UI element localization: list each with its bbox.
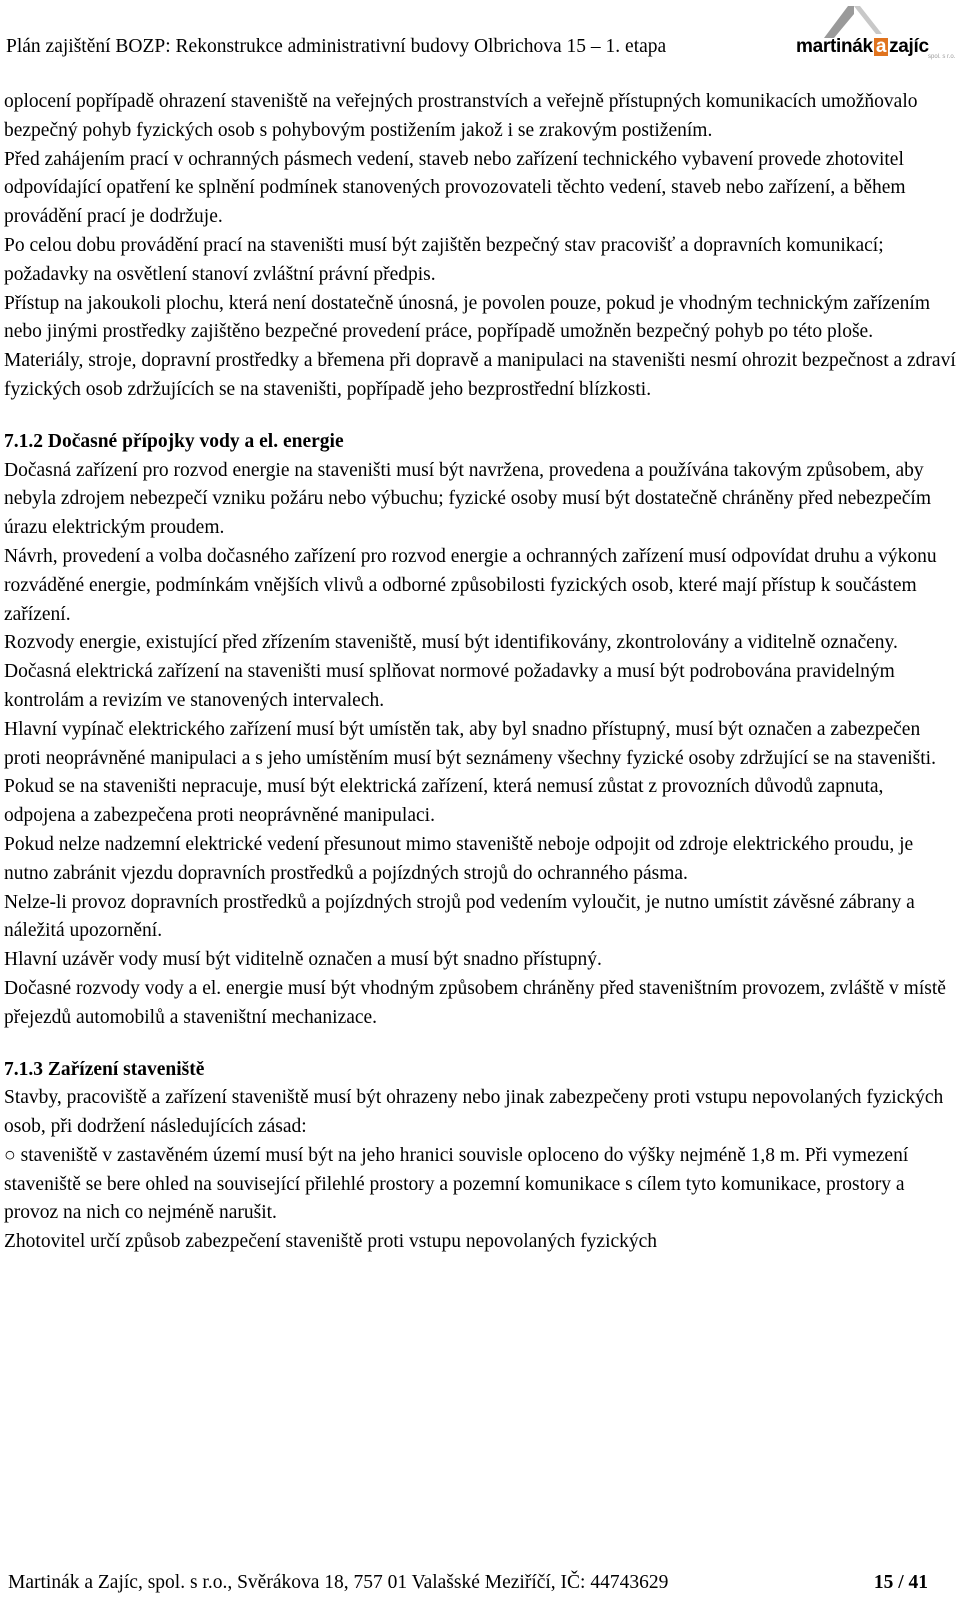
paragraph: Stavby, pracoviště a zařízení staveniště musí být ohrazeny nebo jinak zabezpečeny proti vstupu nepovolaných fyzických osob, při dodržení následujících zásad: <box>4 1087 944 1138</box>
page-number: 15 / 41 <box>873 1572 928 1593</box>
section-heading-7-1-3: 7.1.3 Zařízení staveniště <box>4 1058 205 1080</box>
logo-wordmark <box>796 36 929 58</box>
paragraph: Nelze-li provoz dopravních prostředků a pojízdných strojů pod vedením vyloučit, je nutno umístit závěsné zábrany a náležitá upozornění. <box>4 891 915 942</box>
paragraph: Materiály, stroje, dopravní prostředky a břemena při dopravě a manipulaci na staveništi nesmí ohrozit bezpečnost a zdraví fyzických osob zdržujících se na staveništi, popřípadě jeho bezprostřední blízkosti. <box>4 350 956 400</box>
logo-right: zajíc <box>889 36 929 57</box>
footer-company: Martinák a Zajíc, spol. s r.o., Svěrákova 18, 757 01 Valašské Meziříčí, IČ: 44743629 <box>8 1572 669 1593</box>
paragraph: Před zahájením prací v ochranných pásmech vedení, staveb nebo zařízení technického vybavení provede zhotovitel odpovídající opatření ke splnění podmínek stanovených provozovateli těchto vedení, staveb nebo zařízení, a během provádění prací je dodržuje. <box>4 148 906 228</box>
paragraph: Rozvody energie, existující před zřízením staveniště, musí být identifikovány, zkontrolovány a viditelně označeny. <box>4 632 898 654</box>
paragraph: oplocení popřípadě ohrazení staveniště na veřejných prostranstvích a veřejně přístupných komunikacích umožňovalo bezpečný pohyb fyzických osob s pohybovým postižením jakož i se zrakovým postižením. <box>4 91 918 141</box>
page-header <box>0 0 960 80</box>
document-body <box>4 88 956 1257</box>
logo-left: martinák <box>796 36 873 57</box>
logo-a: a <box>875 36 887 57</box>
bullet-paragraph: ○ staveniště v zastavěném území musí být na jeho hranici souvisle oploceno do výšky nejméně 1,8 m. Při vymezení staveniště se bere ohled na související přilehlé prostory a pozemní komunikace s cílem tyto komunikace, prostory a provoz na nich co nejméně narušit. <box>4 1144 909 1224</box>
paragraph: Přístup na jakoukoli plochu, která není dostatečně únosná, je povolen pouze, pokud je vhodným technickým zařízením nebo jinými prostředky zajištěno bezpečné provedení práce, popřípadě umožněn bezpečný pohyb po této ploše. <box>4 292 931 343</box>
paragraph: Hlavní uzávěr vody musí být viditelně označen a musí být snadno přístupný. <box>4 949 602 971</box>
paragraph: Dočasná elektrická zařízení na staveništi musí splňovat normové požadavky a musí být podrobována pravidelným kontrolám a revizím ve stanovených intervalech. <box>4 661 895 711</box>
section-heading-7-1-2: 7.1.2 Dočasné přípojky vody a el. energie <box>4 430 344 452</box>
paragraph: Pokud se na staveništi nepracuje, musí být elektrická zařízení, která nemusí zůstat z provozních důvodů zapnuta, odpojena a zabezpečena proti neoprávněné manipulaci. <box>4 776 884 827</box>
paragraph: Dočasné rozvody vody a el. energie musí být vhodným způsobem chráněny před staveništním provozem, zvláště v místě přejezdů automobilů a staveništní mechanizace. <box>4 977 946 1028</box>
company-logo <box>796 2 956 66</box>
header-title: Plán zajištění BOZP: Rekonstrukce administrativní budovy Olbrichova 15 – 1. etapa <box>6 36 667 57</box>
paragraph: Zhotovitel určí způsob zabezpečení staveniště proti vstupu nepovolaných fyzických <box>4 1231 658 1253</box>
paragraph: Pokud nelze nadzemní elektrické vedení přesunout mimo staveniště neboje odpojit od zdroje elektrického proudu, je nutno zabránit vjezdu dopravních prostředků a pojízdných strojů do ochranného pásma. <box>4 833 914 884</box>
paragraph: Po celou dobu provádění prací na staveništi musí být zajištěn bezpečný stav pracovišť a dopravních komunikací; požadavky na osvětlení stanoví zvláštní právní předpis. <box>4 234 884 285</box>
paragraph: Hlavní vypínač elektrického zařízení musí být umístěn tak, aby byl snadno přístupný, musí být označen a zabezpečen proti neoprávněné manipulaci a s jeho umístěním musí být seznámeny všechny fyzické osoby zdržující se na staveništi. <box>4 718 936 769</box>
paragraph: Návrh, provedení a volba dočasného zařízení pro rozvod energie a ochranných zařízení musí odpovídat druhu a výkonu rozváděné energie, podmínkám vnějších vlivů a odborné způsobilosti fyzických osob, které mají přístup k součástem zařízení. <box>4 545 937 625</box>
page-footer <box>8 1572 952 1602</box>
logo-subtitle: spol. s r.o. <box>928 54 956 60</box>
paragraph: Dočasná zařízení pro rozvod energie na staveništi musí být navržena, provedena a používána takovým způsobem, aby nebyla zdrojem nebezpečí vzniku požáru nebo výbuchu; fyzické osoby musí být dostatečně chráněny před nebezpečím úrazu elektrickým proudem. <box>4 459 931 539</box>
